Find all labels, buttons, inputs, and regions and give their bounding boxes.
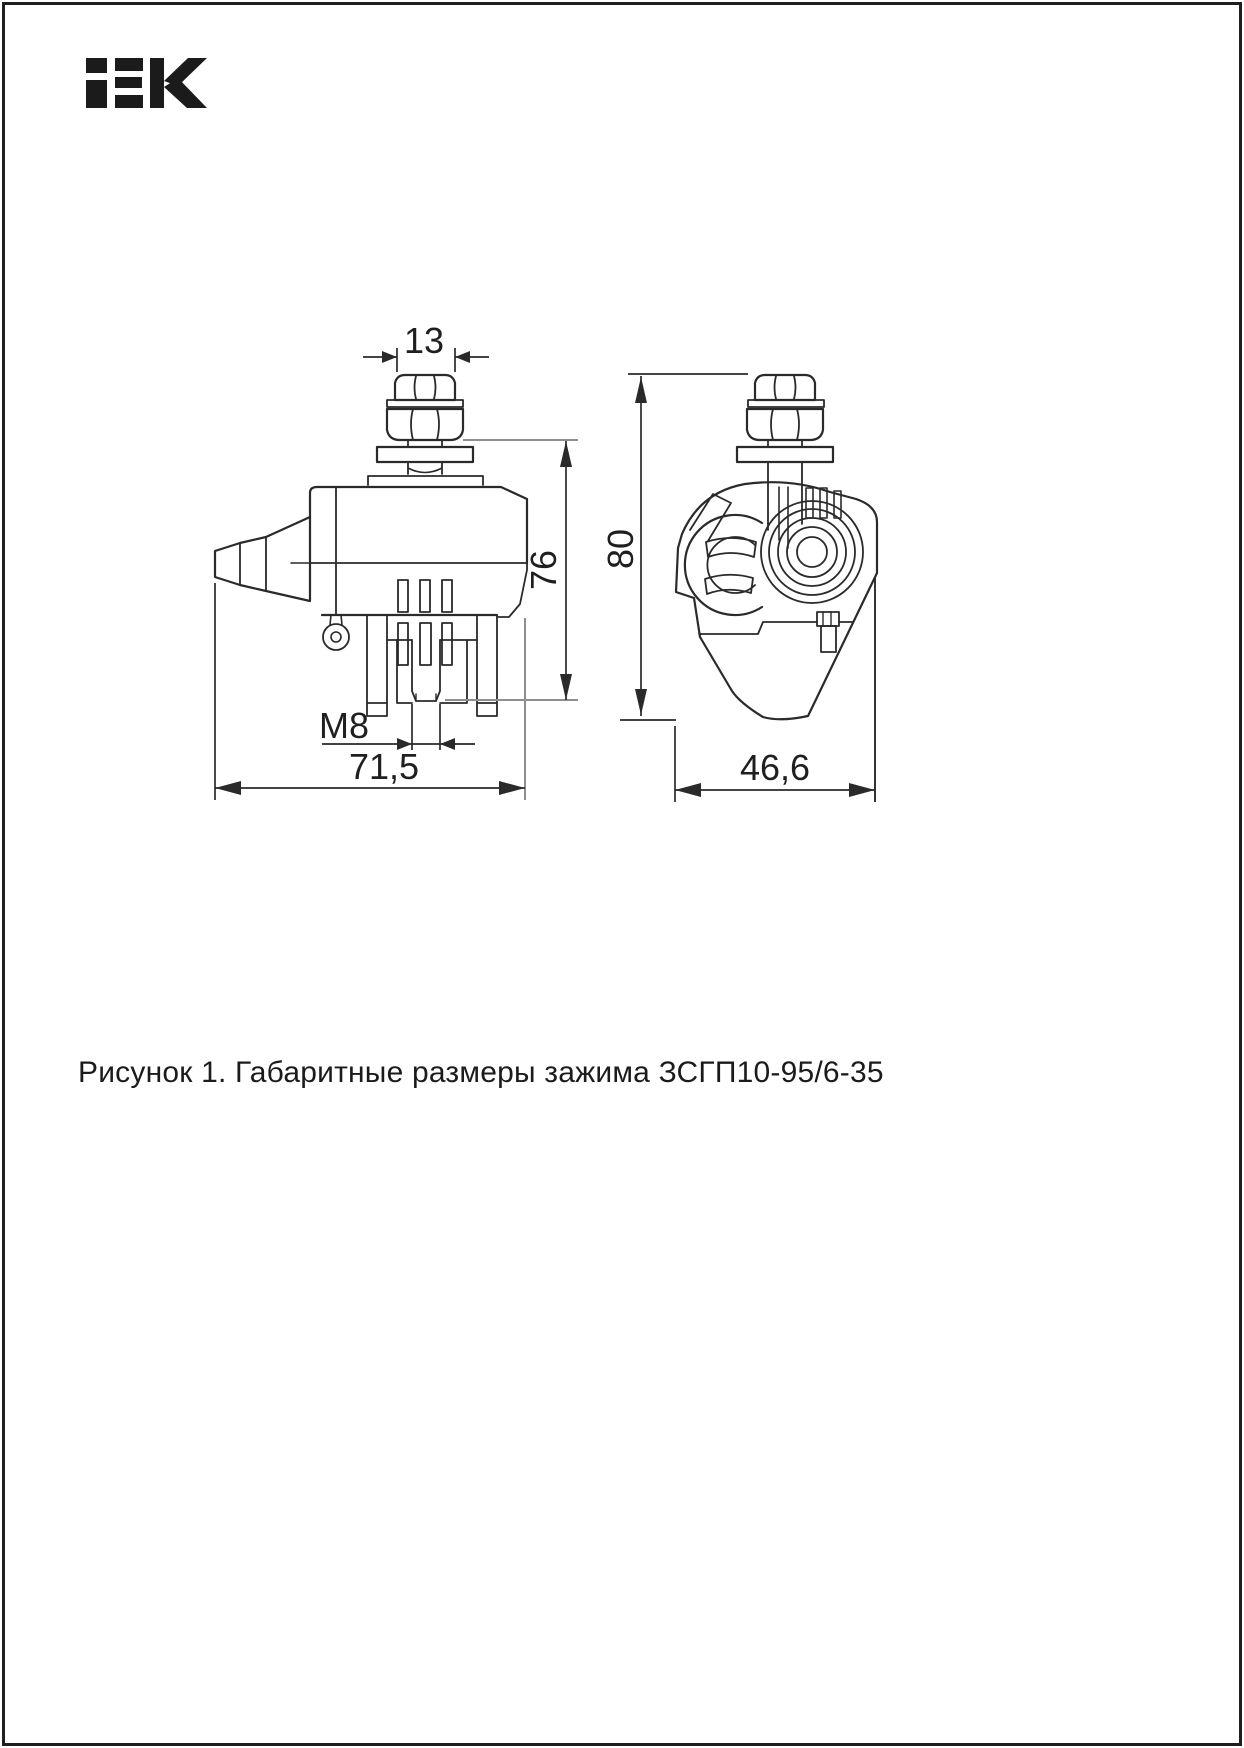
dim-label-80: 80 xyxy=(600,528,641,570)
front-view-drawing xyxy=(215,375,527,716)
figure-caption: Рисунок 1. Габаритные размеры зажима ЗСГП10-95/6-35 xyxy=(78,1056,884,1089)
dim-label-46-6: 46,6 xyxy=(739,747,811,788)
dim-76 xyxy=(445,440,578,700)
dim-m8 xyxy=(319,704,475,750)
side-view-dimensions xyxy=(600,374,875,802)
dim-label-71-5: 71,5 xyxy=(348,746,420,787)
dim-80 xyxy=(600,374,748,720)
side-view-drawing xyxy=(676,375,877,719)
dim-label-76: 76 xyxy=(523,549,564,591)
dim-46-6 xyxy=(675,578,875,802)
dim-13 xyxy=(363,320,489,372)
front-view-dimensions xyxy=(215,320,578,800)
dim-label-13: 13 xyxy=(403,320,445,361)
dim-label-m8: M8 xyxy=(318,705,370,746)
